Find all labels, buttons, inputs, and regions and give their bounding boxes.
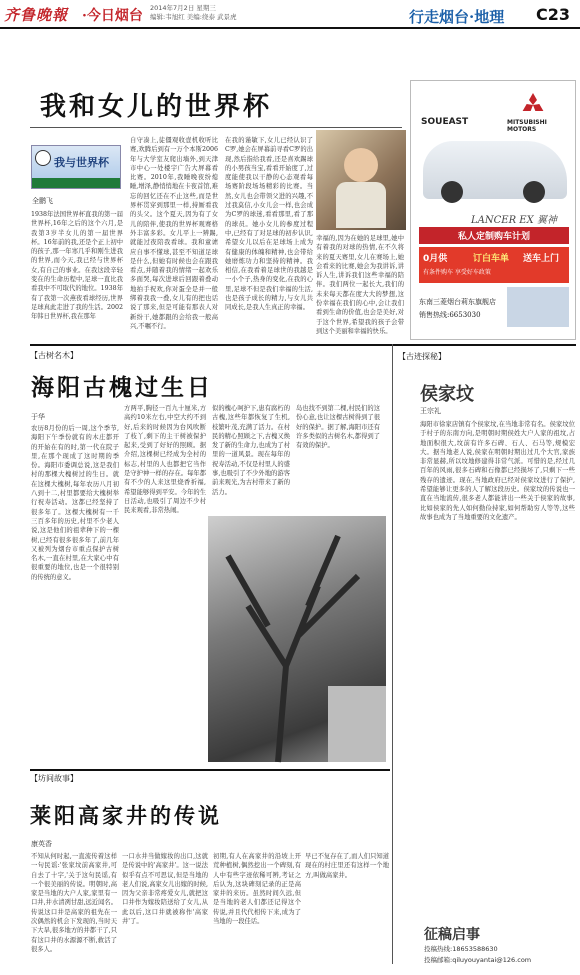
article3-column-2: 一口水井当做嫁妆的出口,这就是传说中的'高家井'。这一说法似乎有点不可思议,但是当地的老人们说,高家女儿出嫁的时候,因为父亲非常疼爱女儿,就把这口井作为嫁妆陪送给了女儿,从此以后,这口井就被称作'高家井'了。 (122, 853, 208, 926)
article1-author: 全鹏飞 (32, 197, 53, 205)
promo-sub: 有条件购车 享受好车政策 (423, 269, 491, 276)
article1-column-2: 自守凑上,徒僵观收壹机收听比赛,欢腾后到有一万个本斯2006年与大学室友爬出墙外,到天津市中心一处楼宇广告大屏幕看比赛。2010年,我睡晚夜纷熄睡,增泽,静悄悄地在卡夜首馆,难忘的回忆还在不止这些,而是世界杯贯穿到那里一样,持厮看我的头父。这个夏天,因为有了女儿的陪伴,使我的世界杯观赛格外丰富多彩。女儿平上一辨踢,就能过夜陪我看球。我和童谑应自事不懂球,甚至不知道足球是什么,但她有时候也会在跟我看点,并随着我的情绪一起欢乐多面哭,每次进球后回跟着叠动地拍手祝欢,你对蛋全是并一般绑着我我一叠,女儿有的把也话说了那来,但是可能有那表人对新纷干,她都跟的会给我一般高兴,不嘱不行。 (130, 137, 218, 330)
article3-title: 莱阳高家井的传说 (30, 803, 222, 828)
article3-column-3: 初期,有人在高家井的沿坡上开荒种植树,偶然挖出一个碑刻,有人中有些字迹依稀可辨,考证之后认为,这块碑刻记录的正是高家井的来历。虽然时间久远,但是当地的老人们都还记得这个传说,并且代代相传下来,成为了当地的一段佳话。 (213, 853, 301, 926)
ad-photo (507, 287, 569, 327)
dealer-phone: 销售热线:6653030 (419, 311, 481, 319)
promo-item-1: 0月供 (423, 254, 448, 264)
article2-author: 于华 (31, 413, 45, 421)
article2-tag: 【古树名木】 (30, 351, 78, 360)
article1-column-3: 在我的谨敏下,女儿已经认识了C罗,她会在屏幕前寻看C罗的出现,然后指给我看,还是喜欢踢球的小男孩当宝,看看开始度了,过度能使我以干静的心态观看每场赛阶段场场精彩的比赛。当然,女儿也会带领父进的兴趣,不过我莫信,小女儿会一样,也会成为C罗的球迷,看看那里,看了那的球员。她小女儿的参度过程中,已经有了对足球的初步认识,希望女儿以后在足球场上成为有健康的体魄和精神,也会带给她磨炼功力和坚持的精神。我相信,在我看着足球世的我越是一小个子,热身的变化,在我的心里,足球不但是我们幸福的生活,也是孩子成长的精力,与女儿共同成长,是我人生真正的幸福。 (225, 137, 313, 312)
article2-column-4: 岛也找不到第二棵,村民们的这份心意,也让这棵古树得到了很好的保护。据了解,海阳市还有许多类似的古树名木,都得到了有效的保护。 (296, 405, 380, 450)
date-line: 2014年7月2日 星期三 (150, 4, 216, 12)
article1-column-4: 幸福的,因为在她的足球里,她中有着我的对球的热情,在不久将来的夏天赛里,女儿在赛场上,她会看来的比赛,她会为我讲诉,讲诉人生,讲诉我们这些幸福的陪伴。我们两位一起长大,我们的未来每天都在度大大的梦想,这份幸福在我们的心中,会让我们看到生命的价值,也会是美好,对于这个世界,希望我的孩子会带到这个美丽和幸福的快乐。 (316, 235, 404, 335)
promo-panel (419, 247, 569, 283)
promo-item-3: 送车上门 (523, 254, 560, 264)
title-underline (30, 127, 402, 128)
article3-author: 康英香 (31, 840, 52, 848)
masthead-rule (0, 27, 580, 29)
section-name: ·今日烟台 (82, 8, 143, 24)
article2-column-2: 方两平,胸径一百九十厘米,方高约10米左右,中空大约不到好,后来的时候因为台风吹断了枝丫,剩下的主干树被保护起来,受到了好好的照顾。据介绍,这棵树已经成为全村的标志,村里的人也都把它当作是守护神一样的存在。每年都有不少的人来这里烧香祈福,希望能够得到平安。今年的生日活动,也吸引了周边不少村民来观看,非常热闹。 (124, 405, 206, 515)
article2-column-1: 农历8月份的后一周,这个季节,海阳下午季份就有的木庄都开的开始在有的时,第一代在院子里,在那个现成了这时期的季份。海阳市委调总说,这是我们村的那棵大槐树过的生日。就在这棵大槐树,每年农历八月初八到十二,村里都要给大槐树举行祝寿活动。这都已经坚持了很多年了。这棵大槐树有一千三百多年的历史,村里不少老人说,这是他们的祖辈种下的一棵树,已经有很多很多年了,前几年又被列为烟台市重点保护古树名木,一直在村里,在大家心中有很重要的地位,也是一个很特别的传统的意义。 (31, 425, 119, 581)
sidebar-author: 王宗礼 (420, 407, 441, 415)
article2-title: 海阳古槐过生日 (31, 374, 213, 401)
logo-strip (32, 178, 120, 188)
soueast-logo: SOUEAST (421, 117, 469, 127)
sidebar-title: 侯家坟 (420, 384, 474, 405)
child-photo (316, 130, 406, 230)
car-model: LANCER EX 翼神 (471, 215, 557, 226)
contact-email: 投稿邮箱:qiluyouyantai@126.com (424, 956, 532, 964)
page-number: C23 (536, 5, 571, 24)
promo-ribbon: 私人定制购车计划 (419, 227, 569, 244)
article3-tag: 【坊间故事】 (30, 774, 78, 783)
car-image (423, 141, 567, 199)
article1-title: 我和女儿的世界杯 (40, 92, 273, 122)
car-wheel-front (441, 181, 463, 203)
editors-line: 编辑:韦旭红 美编:绕泰 武景虎 (150, 13, 237, 21)
dealer-address: 东南三菱烟台莉东旗舰店 (419, 298, 496, 306)
child-face (344, 148, 378, 182)
logo-text: 我与世界杯 (54, 156, 109, 169)
contact-phone: 投稿热线:18653588630 (424, 945, 498, 953)
section-rule-2 (30, 769, 390, 771)
article2-column-3: 似的槐心呵护下,患有腐朽的古槐,这些年都恢复了生机,枝繁叶茂,充满了活力。在村民的精心照顾之下,古槐又焕发了新的生命力,也成为了村里的一道风景。现在每年的祝寿活动,不仅是村里人的盛事,也吸引了不少外地的游客前来观光,为古村带来了新的活力。 (212, 405, 290, 496)
sidebar-divider (392, 344, 393, 964)
tree-branches-icon (208, 516, 386, 762)
sidebar-body: 海阳市徐家店镇有个侯家坟,在当地非常有名。侯家坟位于村子的东南方向,是明朝时期侯姓大户人家的祖坟,占地面积很大,坟前有许多石碑、石人、石马等,规模宏大。据当地老人说,侯家在明朝时期出过几个大官,家族非常显赫,所以坟地修建得非常气派。可惜的是,经过几百年的风雨,很多石碑和石像都已经损坏了,只剩下一些残存的遗迹。现在,当地政府已经对侯家坟进行了保护,希望能够让更多的人了解这段历史。侯家坟的传说也一直在当地流传,很多老人都能讲出一些关于侯家的故事,比如侯家的先人如何勤俭持家,如何帮助穷人等等,这些故事也成为了当地重要的文化遗产。 (420, 421, 575, 521)
article3-column-4: 早已不复存在了,而人们只知道现在的村庄里还有这样一个地方,叫做高家井。 (305, 853, 389, 879)
ancient-locust-tree-photo (208, 516, 386, 762)
newspaper-brand: 齐鲁晚報 (4, 6, 69, 24)
car-wheel-rear (523, 181, 545, 203)
right-section-title: 行走烟台·地理 (409, 8, 505, 26)
sidebar-tag: 【古迹探秘】 (398, 352, 446, 361)
football-icon (35, 150, 51, 166)
promo-item-2: 订白车单 (473, 254, 510, 264)
car-advertisement (410, 80, 576, 340)
issue-meta (150, 4, 237, 22)
worldcup-logo (31, 145, 121, 189)
mitsubishi-icon (519, 93, 547, 117)
article1-column-1: 1938年法国世界杯直我的第一届世界杯,16年之后的这个六月,是我第3岁半女儿的第一届世界杯。16年前的我,还是个正上初中的孩子,那一年寒几乎和刚生进我的世界,而今天,我已经与世界杯女,有自己的事业。在我这段辛轻变在的生命历程中,足球一直比我看我中不可取代的地位。1938年有了我第一次燕夜看球经历,世界足球真此走进了我的生活。2002年韩日世界杯,我在那年 (31, 211, 123, 321)
child-shirt (336, 182, 386, 228)
recruit-title: 征稿启事 (424, 927, 480, 943)
section-rule-1 (30, 344, 576, 346)
mitsubishi-brand: MITSUBISHI MOTORS (507, 119, 547, 133)
article3-column-1: 不知从何时起,一直流传着这样一句民谣:'张家坟前高家井,可自去了十字,'关于这句民谣,有一个很美丽的传说。明朝时,高家是当地的大户人家,家里有一口井,井水清冽甘甜,远近闻名。传说这口井是高家的祖先在一次偶然的机会下发现的,当时天下大旱,很多地方的井都干了,只有这口井的水源源不断,救活了很多人。 (31, 853, 117, 953)
